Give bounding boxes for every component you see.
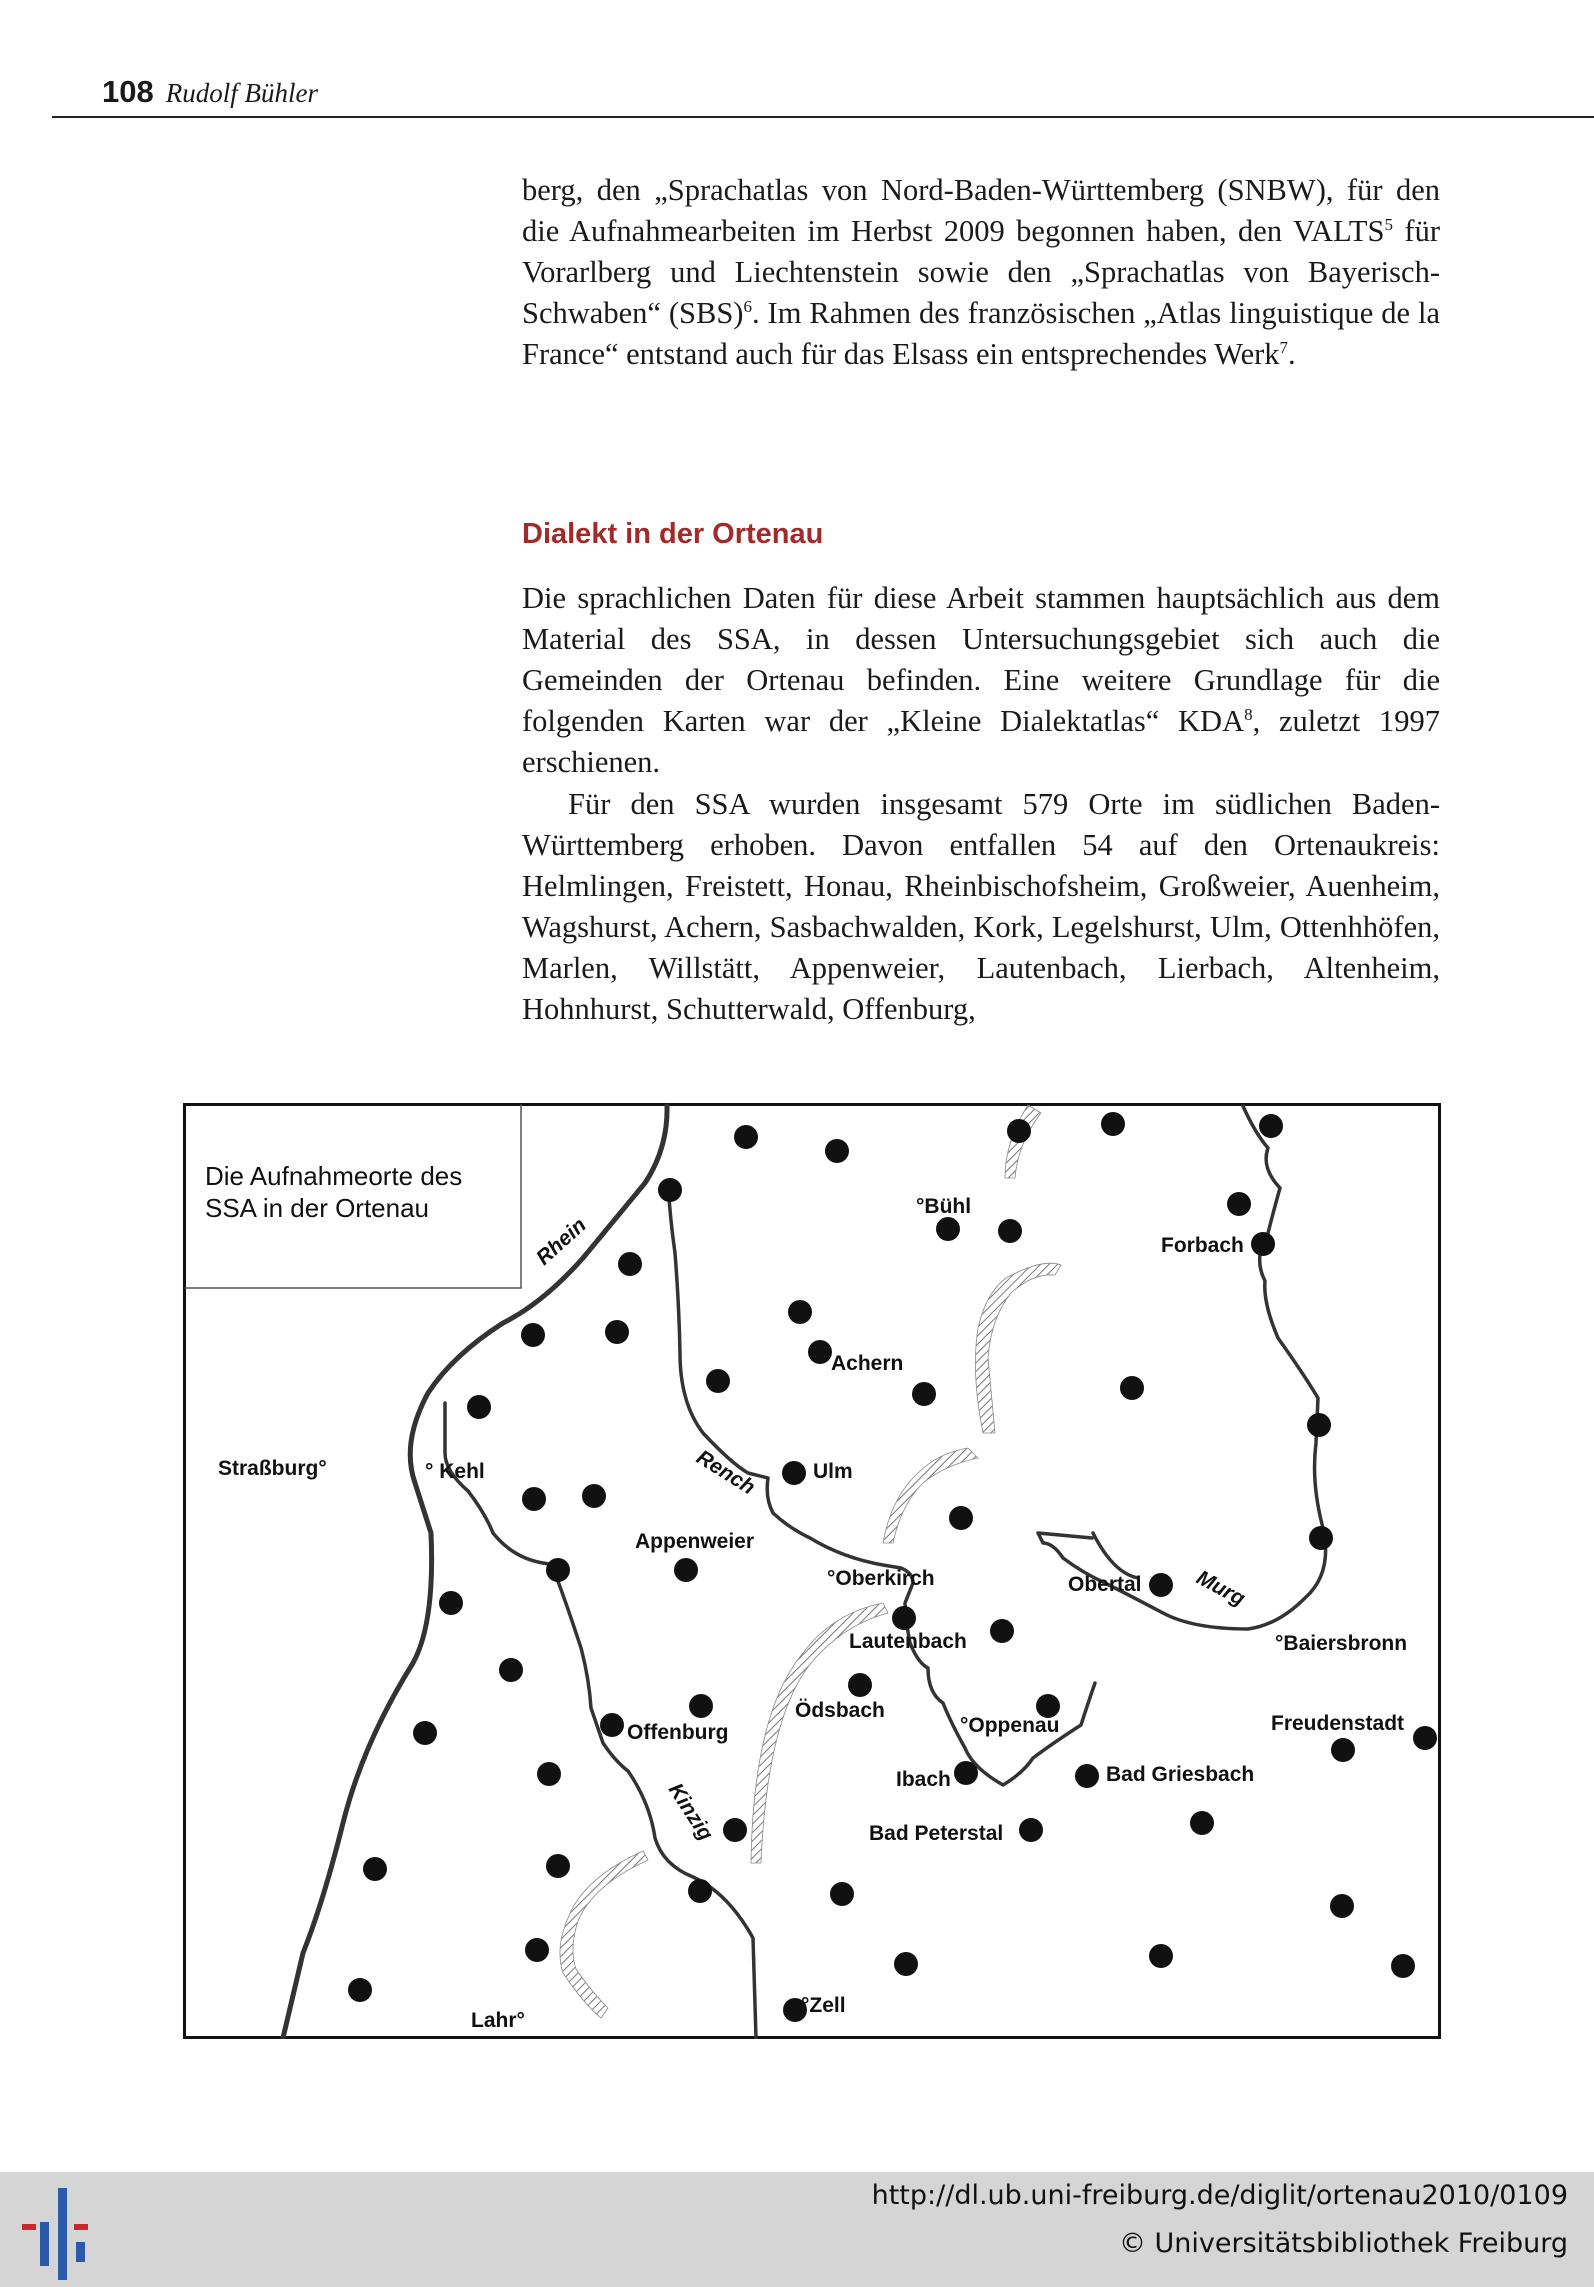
map-title-line2: SSA in der Ortenau	[205, 1193, 430, 1223]
paragraph-3	[522, 784, 1440, 1030]
label-baiersbronn: °Baiersbronn	[1275, 1632, 1408, 1655]
footnote-marker: 5	[1384, 214, 1393, 234]
label-oppenau: °Oppenau	[960, 1714, 1060, 1737]
label-oedsbach: Ödsbach	[795, 1699, 885, 1722]
label-bad-peterstal: Bad Peterstal	[869, 1822, 1004, 1845]
label-zell: °Zell	[801, 1994, 846, 2017]
section-heading: Dialekt in der Ortenau	[522, 518, 824, 550]
label-lahr: Lahr°	[471, 2009, 525, 2032]
footnote-marker: 8	[1244, 704, 1253, 724]
text-run: , zuletzt 1997 erschienen.	[522, 704, 1440, 779]
label-ibach: Ibach	[896, 1768, 951, 1791]
footnote-marker: 7	[1279, 337, 1289, 357]
label-freudenstadt: Freudenstadt	[1271, 1712, 1405, 1735]
murg-label: Murg	[1192, 1566, 1249, 1611]
label-buehl: °Bühl	[916, 1195, 972, 1218]
page-number: 108	[102, 74, 154, 109]
footnote-marker: 6	[743, 296, 752, 316]
label-appenweier: Appenweier	[635, 1530, 755, 1553]
kinzig-label: Kinzig	[663, 1779, 718, 1845]
running-head	[102, 74, 318, 110]
paragraph-1	[522, 170, 1440, 375]
text-run: berg, den „Sprachatlas von Nord-Baden-Württemberg (SNBW), für den die Aufnahmearbeiten im Herbst 2009 begonnen haben, den VALTS	[522, 173, 1440, 248]
footer-copyright: © Universitätsbibliothek Freiburg	[1118, 2228, 1568, 2259]
paragraph-2	[522, 578, 1440, 783]
text-run: für Vorarlberg und Liechtenstein sowie den „Sprachatlas von Bayerisch-Schwaben“ (SBS)	[522, 214, 1440, 330]
label-kehl: ° Kehl	[425, 1460, 485, 1483]
label-strassburg: Straßburg°	[218, 1457, 327, 1480]
text-run: . Im Rahmen des französischen „Atlas linguistique de la France“ entstand auch für das Elsass ein entsprechendes Werk	[522, 296, 1440, 371]
library-logo-icon	[22, 2188, 102, 2280]
footer-url-link[interactable]: http://dl.ub.uni-freiburg.de/diglit/ortenau2010/0109	[871, 2180, 1568, 2211]
label-forbach: Forbach	[1161, 1234, 1244, 1257]
label-achern: Achern	[831, 1352, 904, 1375]
label-oberkirch: °Oberkirch	[827, 1567, 935, 1590]
rench-label: Rench	[692, 1445, 759, 1500]
label-offenburg: Offenburg	[627, 1721, 729, 1744]
text-run: .	[1288, 337, 1296, 371]
map-title-line1: Die Aufnahmeorte des	[205, 1161, 463, 1191]
label-obertal: Obertal	[1068, 1573, 1142, 1596]
rhein-label: Rhein	[531, 1213, 591, 1270]
label-ulm: Ulm	[813, 1460, 853, 1483]
map-figure	[183, 1103, 1441, 2039]
label-lautenbach: Lautenbach	[849, 1630, 967, 1653]
running-head-author: Rudolf Bühler	[165, 78, 318, 108]
header-rule	[52, 116, 1594, 118]
label-bad-griesbach: Bad Griesbach	[1106, 1763, 1255, 1786]
text-run: Für den SSA wurden insgesamt 579 Orte im südlichen Baden-Württemberg erhoben. Davon entfallen 54 auf den Ortenaukreis: Helmlingen, Freistett, Honau, Rheinbischofsheim, Großweier, Auenheim, Wagshurst, Achern, Sasbachwalden, Kork, Legelshurst, Ulm, Ottenhhöfen, Marlen, Willstätt, Appenweier, Lautenbach, Lierbach, Altenheim, Hohnhurst, Schutterwald, Offenburg,	[522, 787, 1440, 1026]
text-run: Die sprachlichen Daten für diese Arbeit stammen hauptsächlich aus dem Material des SSA, in dessen Untersuchungsgebiet sich auch die Gemeinden der Ortenau befinden. Eine weitere Grundlage für die folgenden Karten war der „Kleine Dialektatlas“ KDA	[522, 581, 1440, 738]
